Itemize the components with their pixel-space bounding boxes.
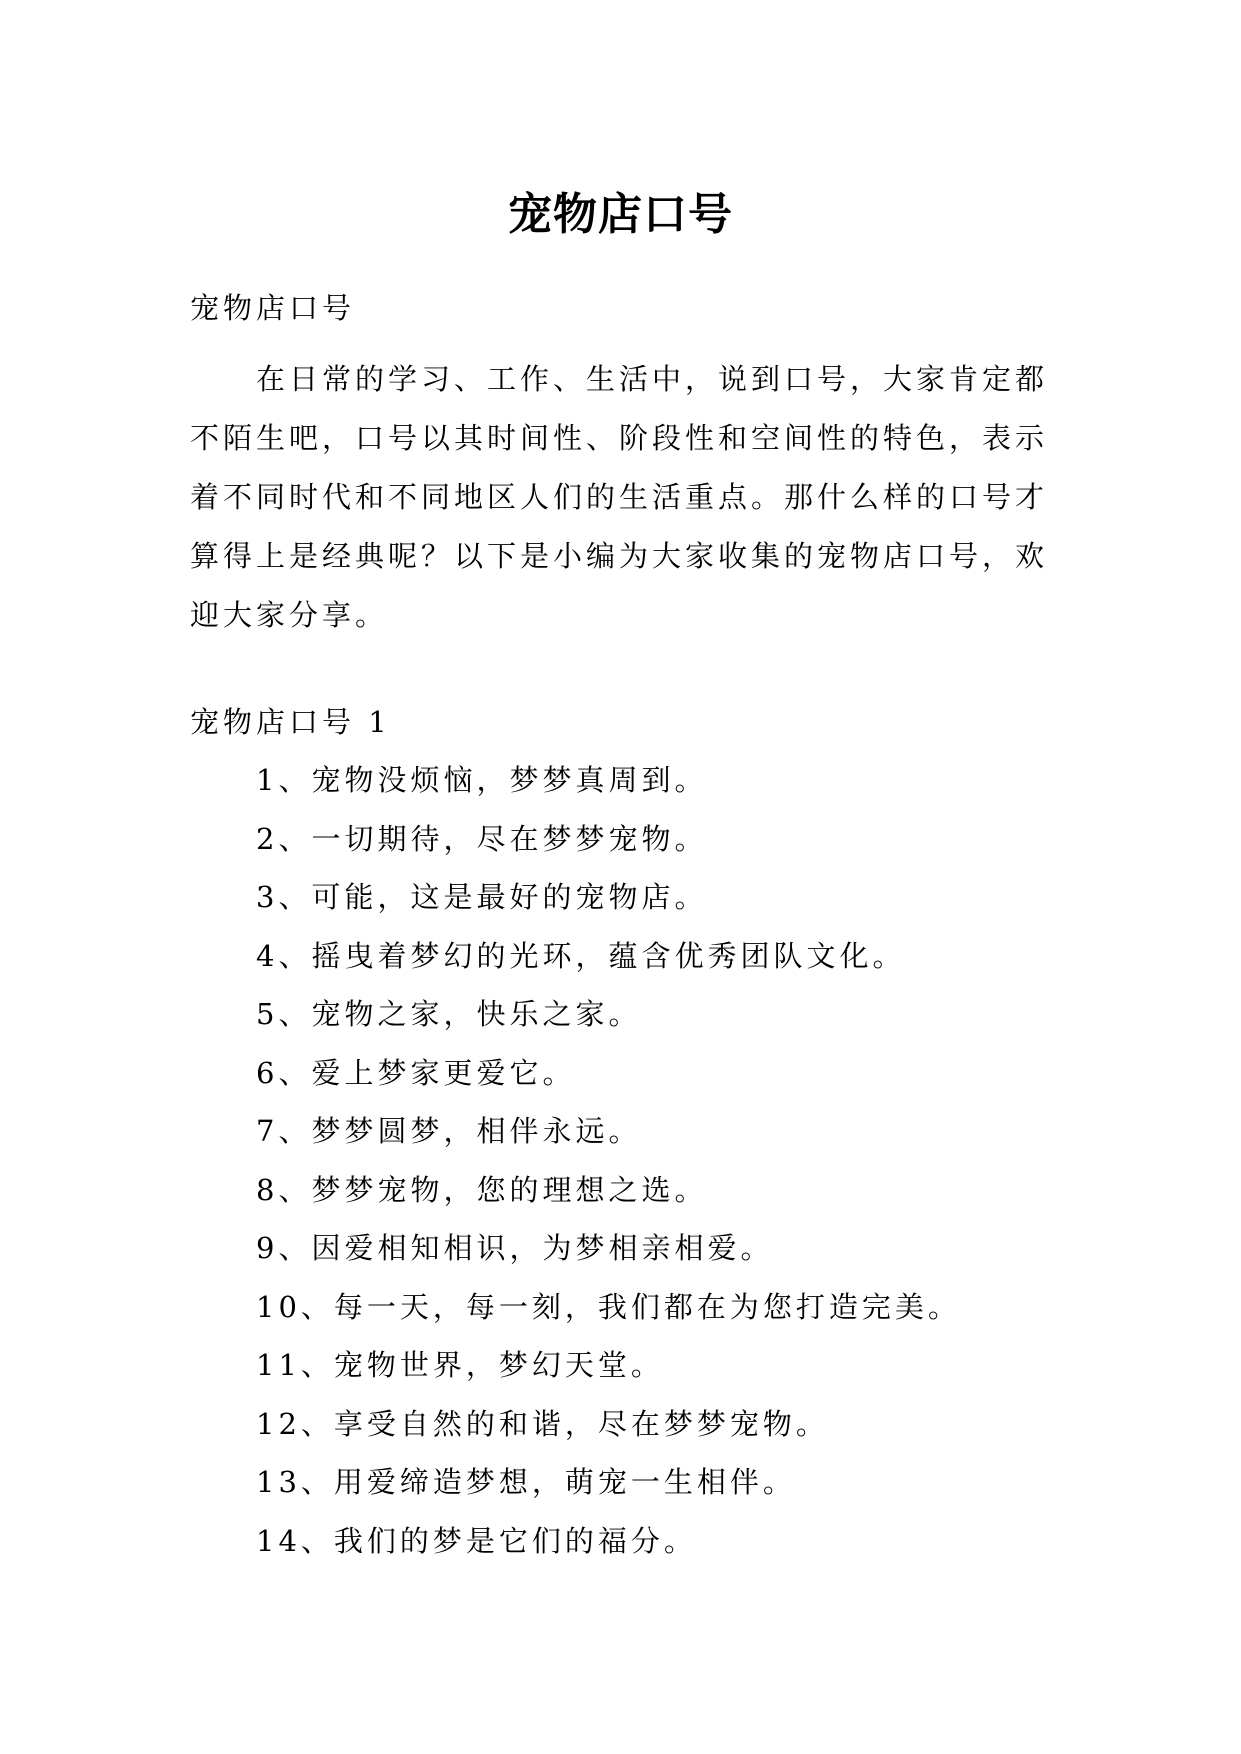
document-subtitle: 宠物店口号 <box>190 291 356 325</box>
list-item: 12、享受自然的和谐，尽在梦梦宠物。 <box>256 1406 829 1441</box>
list-item: 14、我们的梦是它们的福分。 <box>256 1523 697 1558</box>
list-item: 3、可能，这是最好的宠物店。 <box>256 880 708 914</box>
list-item: 4、摇曳着梦幻的光环，蕴含优秀团队文化。 <box>256 938 906 973</box>
subtitle-block <box>190 283 1050 333</box>
list-item: 13、用爱缔造梦想，萌宠一生相伴。 <box>256 1465 796 1499</box>
intro-paragraph: 在日常的学习、工作、生活中，说到口号，大家肯定都不陌生吧，口号以其时间性、阶段性和空间性的特色，表示着不同时代和不同地区人们的生活重点。那什么样的口号才算得上是经典呢？以下是小编为大家收集的宠物店口号，欢迎大家分享。 <box>190 362 1049 632</box>
section-heading: 宠物店口号 1 <box>190 705 391 739</box>
list-item: 8、梦梦宠物，您的理想之选。 <box>256 1172 708 1207</box>
list-item: 7、梦梦圆梦，相伴永远。 <box>256 1114 642 1148</box>
slogan-list <box>256 755 1056 1574</box>
list-item: 10、每一天，每一刻，我们都在为您打造完美。 <box>256 1289 961 1324</box>
list-item: 9、因爱相知相识，为梦相亲相爱。 <box>256 1231 774 1265</box>
section-heading-block <box>190 697 1050 747</box>
list-item: 5、宠物之家，快乐之家。 <box>256 997 642 1031</box>
list-item: 2、一切期待，尽在梦梦宠物。 <box>256 821 708 856</box>
list-item: 11、宠物世界，梦幻天堂。 <box>256 1348 664 1382</box>
document-title: 宠物店口号 <box>508 189 733 241</box>
list-item: 1、宠物没烦恼，梦梦真周到。 <box>256 763 708 797</box>
list-item: 6、爱上梦家更爱它。 <box>256 1055 576 1090</box>
